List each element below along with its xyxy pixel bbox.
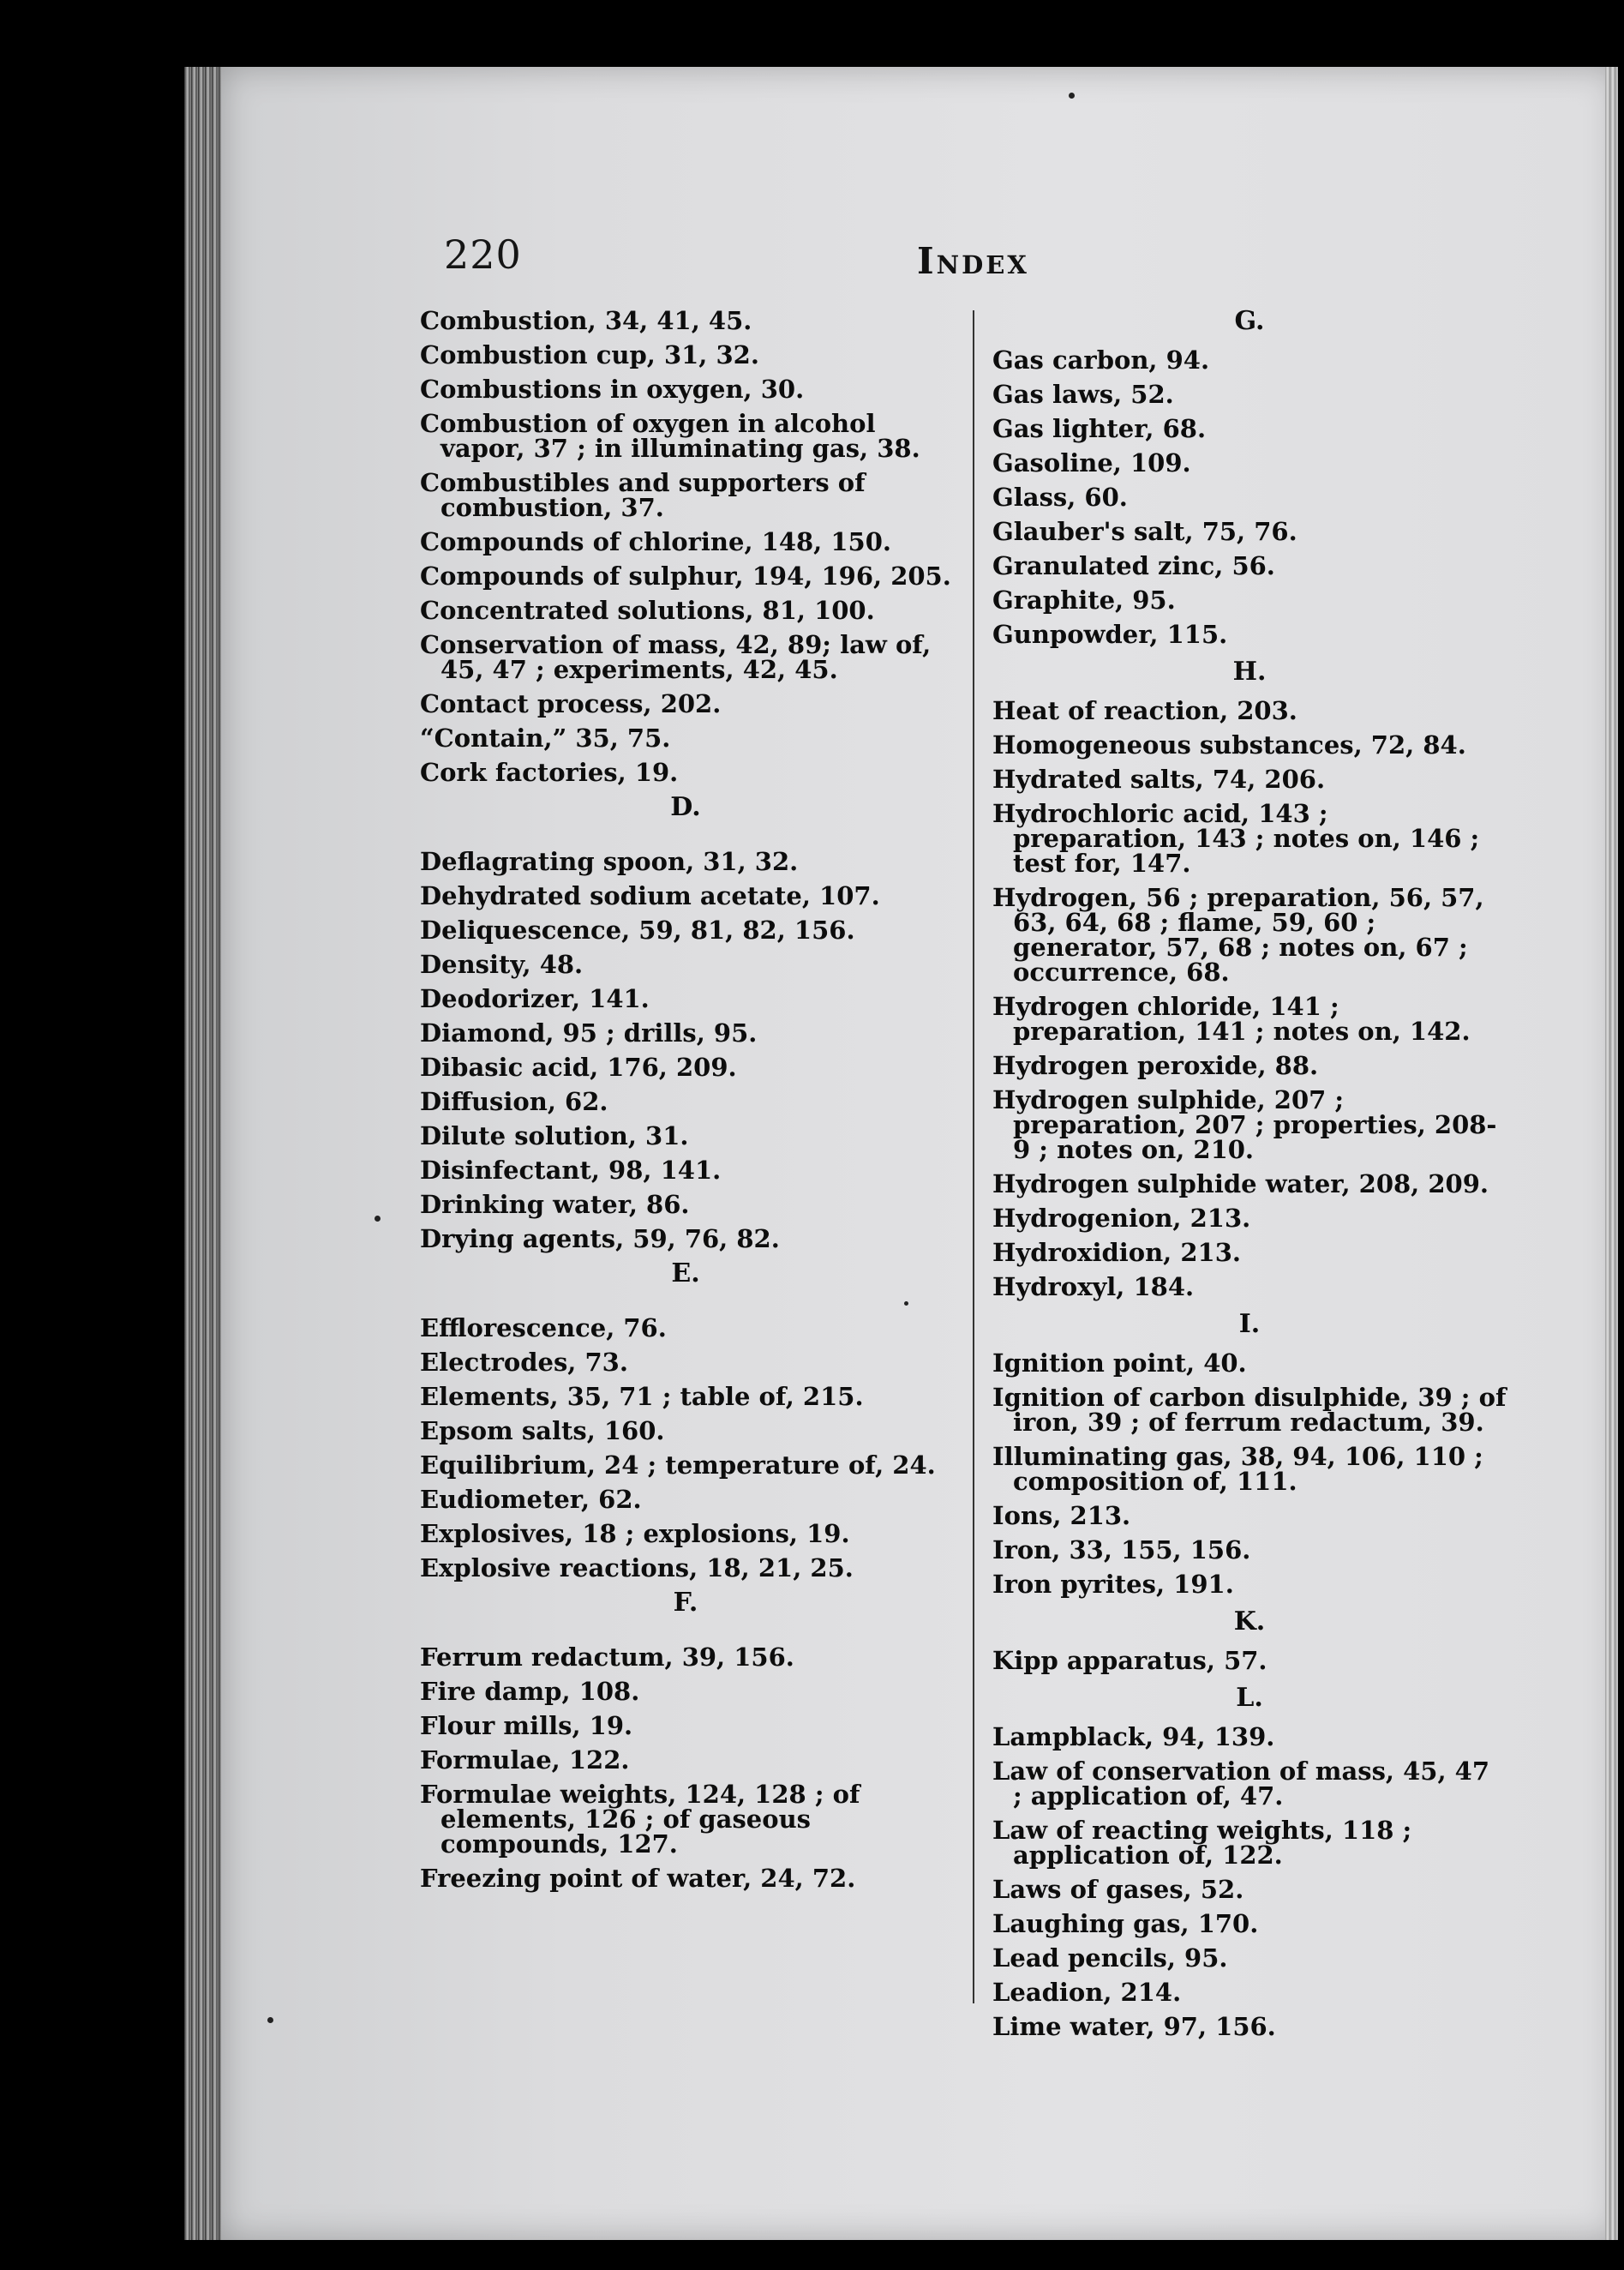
index-entry: Hydrogen, 56 ; preparation, 56, 57, 63, 64, 68 ; flame, 59, 60 ; generator, 57, 68 ; notes on, 67 ; occurrence, 68. [992,883,1484,987]
index-entry: Law of conservation of mass, 45, 47 ; application of, 47. [992,1757,1490,1811]
print-speck [1069,93,1075,99]
section-letter: K. [1233,1606,1266,1636]
index-entry: Lead pencils, 95. [992,1943,1228,1973]
index-entry: Density, 48. [420,950,584,979]
index-entry: Compounds of chlorine, 148, 150. [420,527,891,556]
index-entry: Ions, 213. [992,1501,1131,1530]
running-head: Index [917,240,1029,282]
index-entry: Dilute solution, 31. [420,1121,689,1150]
index-entry: Fire damp, 108. [420,1677,640,1706]
index-entry: Freezing point of water, 24, 72. [420,1864,856,1893]
index-entry: Combustion of oxygen in alcohol vapor, 37 ; in illuminating gas, 38. [420,409,920,463]
index-entry: Homogeneous substances, 72, 84. [992,730,1466,760]
index-column-left [420,306,951,1893]
index-entry: Eudiometer, 62. [420,1485,642,1514]
index-entry: Efflorescence, 76. [420,1313,667,1342]
index-entry: Explosive reactions, 18, 21, 25. [420,1553,854,1582]
index-entry: Gas laws, 52. [992,380,1174,409]
index-entry: Lime water, 97, 156. [992,2012,1276,2041]
index-entry: Concentrated solutions, 81, 100. [420,596,875,625]
index-entry: Heat of reaction, 203. [992,696,1297,725]
section-letter: H. [1232,657,1267,687]
index-entry: Iron pyrites, 191. [992,1570,1234,1599]
index-entry: Disinfectant, 98, 141. [420,1156,722,1185]
section-letter: I. [1238,1309,1261,1339]
index-entry: Ferrum redactum, 39, 156. [420,1642,794,1672]
index-entry: Lampblack, 94, 139. [992,1722,1275,1751]
index-entry: Ignition point, 40. [992,1348,1247,1378]
index-entry: Hydrogen sulphide water, 208, 209. [992,1169,1489,1198]
index-entry: Combustibles and supporters of combustion, 37. [420,468,866,522]
index-entry: “Contain,” 35, 75. [420,724,671,753]
index-entry: Gas carbon, 94. [992,345,1210,375]
index-entry: Combustion cup, 31, 32. [420,340,759,369]
index-entry: Diffusion, 62. [420,1087,608,1116]
print-speck [375,1216,381,1222]
section-letter: F. [673,1588,698,1618]
index-entry: Illuminating gas, 38, 94, 106, 110 ; composition of, 111. [992,1442,1483,1496]
index-entry: Cork factories, 19. [420,758,679,787]
index-entry: Hydrogen chloride, 141 ; preparation, 141 ; notes on, 142. [992,992,1471,1046]
column-rule [973,310,974,2003]
section-letter: L. [1236,1683,1263,1713]
index-entry: Laws of gases, 52. [992,1875,1244,1904]
index-entry: Graphite, 95. [992,586,1176,615]
index-entry: Conservation of mass, 42, 89; law of, 45, 47 ; experiments, 42, 45. [420,630,932,684]
section-letter: E. [671,1258,700,1288]
print-speck [267,2017,273,2023]
index-entry: Drying agents, 59, 76, 82. [420,1224,780,1253]
index-entry: Formulae weights, 124, 128 ; of elements, 126 ; of gaseous compounds, 127. [420,1780,860,1859]
index-entry: Elements, 35, 71 ; table of, 215. [420,1382,864,1411]
section-letter: G. [1234,306,1265,336]
index-entry: Glauber's salt, 75, 76. [992,517,1297,546]
index-entry: Hydroxyl, 184. [992,1272,1195,1301]
index-entry: Diamond, 95 ; drills, 95. [420,1018,758,1048]
index-entry: Iron, 33, 155, 156. [992,1535,1251,1564]
index-entry: Flour mills, 19. [420,1711,633,1740]
index-entry: Electrodes, 73. [420,1348,628,1377]
index-entry: Gasoline, 109. [992,448,1191,477]
index-entry: Deflagrating spoon, 31, 32. [420,847,799,876]
page-edge [1605,67,1617,2240]
index-entry: Leadion, 214. [992,1978,1182,2007]
index-entry: Formulae, 122. [420,1745,630,1775]
index-entry: Explosives, 18 ; explosions, 19. [420,1519,850,1548]
index-entry: Combustion, 34, 41, 45. [420,306,752,335]
index-entry: Kipp apparatus, 57. [992,1646,1267,1675]
index-entry: Contact process, 202. [420,689,722,718]
index-entry: Hydrochloric acid, 143 ; preparation, 143 ; notes on, 146 ; test for, 147. [992,799,1480,878]
index-entry: Gas lighter, 68. [992,414,1207,443]
index-entry: Dibasic acid, 176, 209. [420,1053,737,1082]
index-entry: Compounds of sulphur, 194, 196, 205. [420,561,951,591]
index-entry: Combustions in oxygen, 30. [420,375,805,404]
index-entry: Equilibrium, 24 ; temperature of, 24. [420,1450,936,1480]
index-entry: Granulated zinc, 56. [992,551,1275,580]
index-entry: Gunpowder, 115. [992,620,1228,649]
print-speck [904,1301,908,1306]
index-entry: Deliquescence, 59, 81, 82, 156. [420,916,855,945]
index-entry: Deodorizer, 141. [420,984,650,1013]
index-entry: Hydrogenion, 213. [992,1204,1251,1233]
index-entry: Ignition of carbon disulphide, 39 ; of iron, 39 ; of ferrum redactum, 39. [992,1383,1507,1437]
index-entry: Hydrogen peroxide, 88. [992,1051,1319,1080]
index-entry: Laughing gas, 170. [992,1909,1259,1938]
index-entry: Drinking water, 86. [420,1190,690,1219]
index-entry: Dehydrated sodium acetate, 107. [420,881,880,910]
index-entry: Hydrogen sulphide, 207 ; preparation, 207 ; properties, 208-9 ; notes on, 210. [992,1085,1497,1164]
index-entry: Law of reacting weights, 118 ; application of, 122. [992,1816,1412,1870]
index-entry: Glass, 60. [992,483,1128,512]
index-column-right [992,306,1507,2041]
index-entry: Hydroxidion, 213. [992,1238,1241,1267]
index-entry: Epsom salts, 160. [420,1416,665,1445]
page-number: 220 [444,231,522,278]
index-entry: Hydrated salts, 74, 206. [992,765,1326,794]
section-letter: D. [670,792,701,822]
